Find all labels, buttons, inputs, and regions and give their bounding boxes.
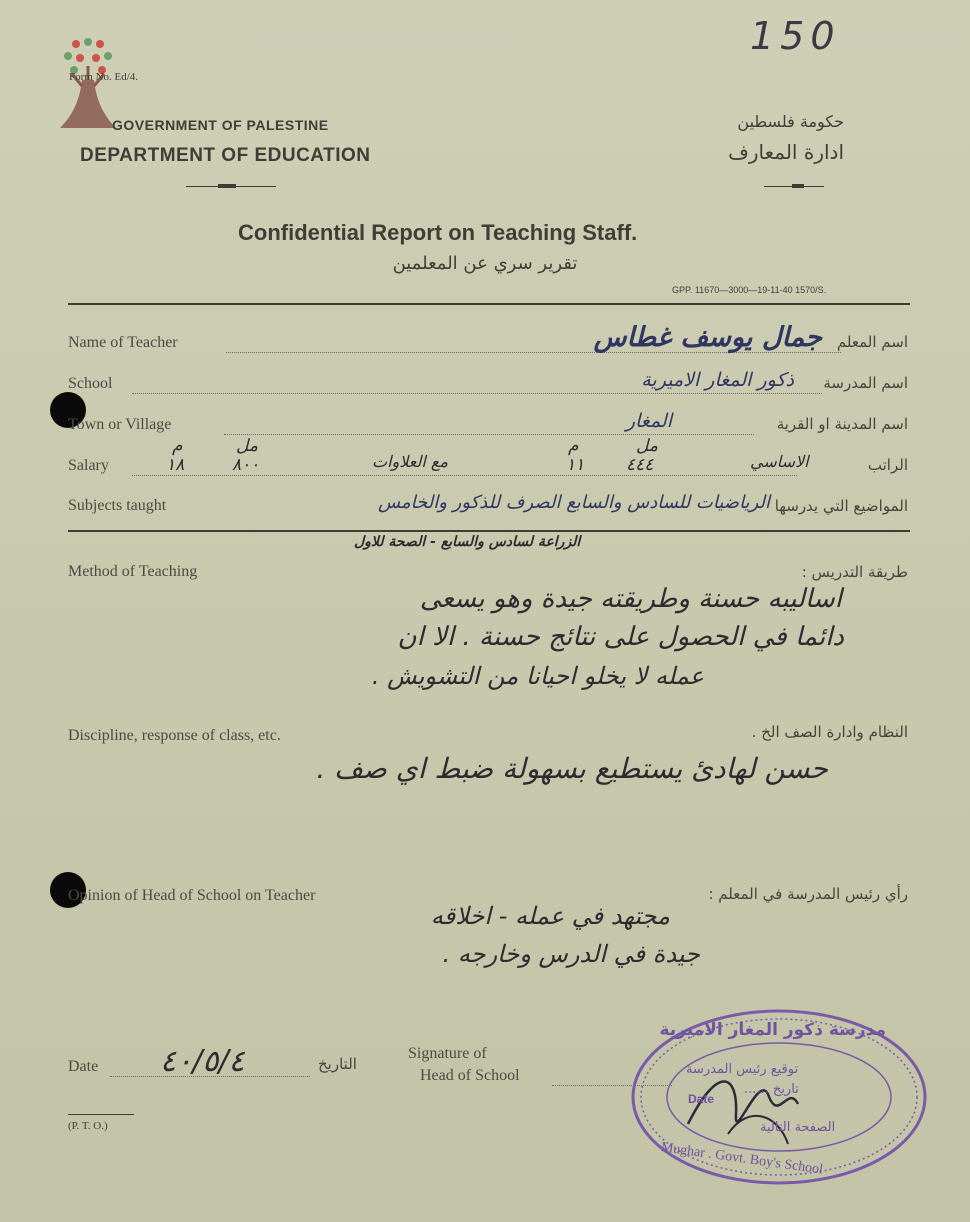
- method-text-line-2: دائما في الحصول على نتائج حسنة . الا ان: [397, 622, 844, 652]
- salary-label-arabic: الراتب: [867, 456, 908, 474]
- stamp-date-label: Date: [688, 1092, 715, 1106]
- salary-left-value-1: ١٨: [166, 455, 185, 475]
- name-label-arabic: اسم المعلم: [836, 333, 908, 351]
- salary-dotted-line: [132, 475, 797, 476]
- salary-left-value-2: ٨٠٠: [232, 455, 260, 475]
- method-text-line-1: اساليبه حسنة وطريقته جيدة وهو يسعى: [419, 584, 842, 614]
- school-label: School: [68, 375, 113, 392]
- school-dotted-line: [132, 393, 822, 394]
- salary-label: Salary: [68, 457, 109, 474]
- government-title-arabic: حكومة فلسطين: [737, 112, 844, 131]
- opinion-label-arabic: رأي رئيس المدرسة في المعلم :: [708, 885, 908, 903]
- salary-left-note: مع العلاوات: [372, 452, 448, 471]
- town-label-arabic: اسم المدينة او القرية: [776, 415, 908, 433]
- school-label-arabic: اسم المدرسة: [823, 374, 908, 392]
- subjects-label-arabic: المواضيع التي يدرسها: [774, 497, 908, 515]
- discipline-label-arabic: النظام وادارة الصف الخ .: [751, 723, 908, 741]
- salary-right-value-2: ٤٤٤: [626, 455, 654, 475]
- discipline-text-line-1: حسن لهادئ يستطيع بسهولة ضبط اي صف .: [316, 752, 828, 785]
- top-section-rule: [68, 303, 910, 305]
- signature-label-line-1: Signature of: [408, 1045, 487, 1062]
- date-label: Date: [68, 1058, 99, 1075]
- stamp-bottom-text: Mughar . Govt. Boy's School: [659, 1140, 824, 1178]
- salary-right-value-1: ١١: [566, 455, 585, 475]
- opinion-text-line-2: جيدة في الدرس وخارجه .: [442, 940, 700, 968]
- salary-left-unit-2: مل: [236, 436, 258, 456]
- name-label: Name of Teacher: [68, 334, 178, 351]
- report-title: Confidential Report on Teaching Staff.: [238, 220, 638, 245]
- subjects-value-line2: الزراعة لسادس والسابع - الصحة للاول: [354, 534, 581, 550]
- town-label: Town or Village: [68, 416, 172, 433]
- print-code: GPP. 11670—3000—19-11-40 1570/S.: [672, 285, 827, 295]
- stamp-mid-text-3: الصفحة التالية: [760, 1120, 836, 1135]
- method-text-line-3: عمله لا يخلو احيانا من التشويش .: [371, 662, 704, 690]
- form-number: Form No. Ed/4.: [69, 71, 139, 83]
- page-number: 150: [750, 14, 841, 58]
- salary-right-unit-2: مل: [636, 436, 658, 456]
- town-dotted-line: [224, 434, 754, 435]
- date-value: ٤٠/٥/٤: [160, 1044, 245, 1079]
- pto-rule: [68, 1114, 134, 1115]
- discipline-label: Discipline, response of class, etc.: [68, 727, 281, 744]
- department-title-arabic: ادارة المعارف: [728, 140, 844, 164]
- stamp-mid-text-2: تاريخ ......: [744, 1082, 799, 1097]
- salary-right-note: الاساسي: [750, 452, 809, 471]
- department-title: DEPARTMENT OF EDUCATION: [80, 145, 371, 166]
- header-rule-right-mark: [792, 184, 804, 188]
- stamp-top-text: مدرسة ذكور المغار الاميرية: [659, 1020, 886, 1040]
- subjects-value: الرياضيات للسادس والسابع الصرف للذكور والخامس: [378, 492, 770, 513]
- opinion-text-line-1: مجتهد في عمله - اخلاقه: [430, 902, 670, 930]
- method-label-arabic: طريقة التدريس :: [801, 563, 908, 581]
- opinion-label: Opinion of Head of School on Teacher: [68, 887, 316, 904]
- method-label: Method of Teaching: [68, 563, 198, 580]
- school-value: ذكور المغار الاميرية: [641, 369, 794, 391]
- pto-note: (P. T. O.): [68, 1120, 108, 1132]
- salary-right-unit-1: م: [568, 436, 579, 456]
- teacher-name-value: جمال يوسف غطاس: [593, 322, 822, 353]
- subjects-label: Subjects taught: [68, 497, 167, 514]
- government-title: GOVERNMENT OF PALESTINE: [112, 117, 329, 133]
- stamp-mid-text-1: توقيع رئيس المدرسة: [686, 1062, 799, 1077]
- salary-left-unit-1: م: [172, 436, 183, 456]
- town-value: المغار: [625, 410, 672, 432]
- header-rule-left-mark: [218, 184, 236, 188]
- date-label-arabic: التاريخ: [318, 1055, 357, 1073]
- signature-label-line-2: Head of School: [420, 1067, 520, 1084]
- report-title-arabic: تقرير سري عن المعلمين: [392, 253, 578, 274]
- middle-section-rule: [68, 530, 910, 532]
